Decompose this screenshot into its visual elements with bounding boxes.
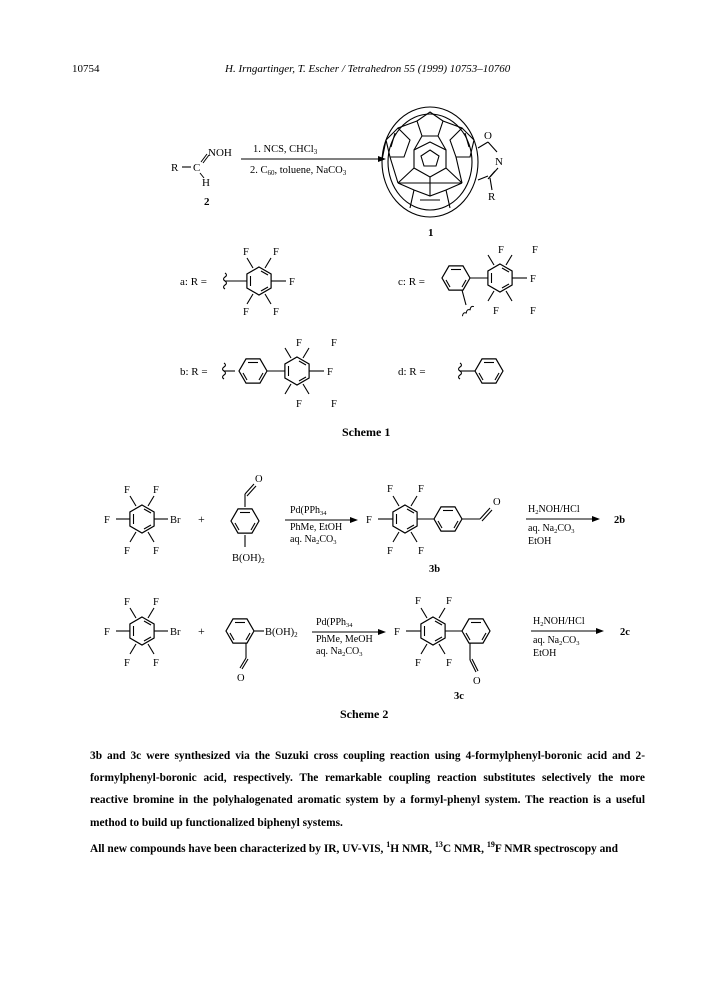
compound-3c-label: 3c — [454, 691, 464, 702]
svg-text:PhMe, MeOH: PhMe, MeOH — [316, 634, 373, 645]
svg-text:H2NOH/HCl: $H_2NOH$/HCl — [533, 616, 585, 628]
scheme1-step1: 1. NCS, CHCl — [253, 144, 314, 155]
paragraph-1: 3b and 3c were synthesized via the Suzuki cross coupling reaction using 4-formylphenyl-boronic acid and 2-formylphenyl-boronic acid, respectively. The remarkable coupling reaction substitutes selectively the more reactive bromine in the polyhalogenated aromatic system by a formyl-phenyl system. The reaction is a useful method to build up functionalized biphenyl systems. — [90, 750, 645, 829]
svg-text:F: F — [273, 247, 279, 258]
plus-sign-2: + — [198, 624, 205, 638]
sub-d-label: d: R = — [398, 366, 426, 378]
bromopentafluorobenzene-2 — [104, 597, 181, 669]
compound-1-label: 1 — [428, 227, 434, 239]
svg-text:F: F — [243, 307, 249, 318]
formylphenylboronic-acid-para — [231, 474, 265, 565]
sub-c-label: c: R = — [398, 276, 425, 288]
product-n-label: N — [495, 156, 503, 168]
svg-text:aq. Na2CO3: aq. $Na_2CO_3$ — [316, 646, 363, 658]
page-number: 10754 — [72, 63, 100, 75]
svg-text:O: O — [255, 474, 263, 485]
svg-text:aq. Na2CO3: aq. $Na_2CO_3$ — [528, 523, 575, 535]
svg-text:F: F — [493, 306, 499, 317]
reactant-h-label: H — [202, 177, 210, 189]
svg-text:F: F — [387, 484, 393, 495]
svg-text:F: F — [153, 597, 159, 608]
svg-text:F: F — [273, 307, 279, 318]
svg-text:F: F — [530, 274, 536, 285]
svg-text:F: F — [296, 399, 302, 410]
fullerene-isoxazoline-product — [382, 107, 498, 217]
svg-text:F: F — [124, 485, 130, 496]
suzuki-arrow-2 — [312, 617, 386, 658]
product-2b-label: 2b — [614, 515, 626, 526]
compound-3c-structure — [394, 596, 490, 702]
reactant-r-label: R — [171, 162, 179, 174]
svg-text:F: F — [498, 245, 504, 256]
substituent-d-phenyl — [398, 359, 503, 383]
svg-text:Br: Br — [170, 515, 181, 526]
substituent-b-pentafluorobiphenyl — [180, 338, 337, 410]
svg-text:F: F — [446, 596, 452, 607]
sub-a-label: a: R = — [180, 276, 207, 288]
svg-text:F: F — [243, 247, 249, 258]
oxime-arrow-1 — [526, 504, 625, 547]
svg-text:F: F — [153, 485, 159, 496]
svg-text:F: F — [387, 546, 393, 557]
substituent-a-pentafluorophenyl — [180, 247, 295, 318]
svg-text:F: F — [415, 658, 421, 669]
svg-text:F: F — [289, 277, 295, 288]
svg-text:F: F — [104, 627, 110, 638]
scheme1-step2: 2. C — [250, 165, 268, 176]
svg-text:F: F — [418, 546, 424, 557]
sub-b-label: b: R = — [180, 366, 208, 378]
product-r-label: R — [488, 191, 496, 203]
svg-text:O: O — [237, 673, 245, 684]
svg-text:O: O — [493, 497, 501, 508]
oxime-arrow-2 — [531, 616, 630, 659]
svg-text:F: F — [296, 338, 302, 349]
scheme1-reactant-aldoxime — [171, 147, 232, 208]
body-text — [90, 745, 645, 860]
svg-text:EtOH: EtOH — [533, 648, 557, 659]
scheme-2-title: Scheme 2 — [340, 707, 389, 721]
svg-text:H2NOH/HCl: $H_2NOH$/HCl — [528, 504, 580, 516]
compound-2-label: 2 — [204, 196, 210, 208]
svg-text:F: F — [124, 658, 130, 669]
svg-text:Pd(PPh34: Pd(PPh$_3$4 — [316, 617, 353, 629]
svg-text:F: F — [366, 515, 372, 526]
svg-text:F: F — [153, 658, 159, 669]
compound-3b-label: 3b — [429, 564, 441, 575]
svg-text:F: F — [153, 546, 159, 557]
reactant-noh-label: NOH — [208, 147, 232, 159]
suzuki-arrow-1 — [285, 505, 358, 546]
svg-text:B(OH)2: B(OH)2 — [265, 627, 298, 639]
svg-text:aq. Na2CO3: aq. $Na_2CO_3$ — [533, 635, 580, 647]
scheme-1-title: Scheme 1 — [342, 425, 391, 439]
formylphenylboronic-acid-ortho — [226, 619, 298, 684]
svg-text:PhMe, EtOH: PhMe, EtOH — [290, 522, 343, 533]
svg-text:EtOH: EtOH — [528, 536, 552, 547]
svg-text:F: F — [394, 627, 400, 638]
svg-text:F: F — [532, 245, 538, 256]
svg-text:Br: Br — [170, 627, 181, 638]
running-header-citation: H. Irngartinger, T. Escher / Tetrahedron 55 (1999) 10753–10760 — [225, 63, 511, 75]
product-o-label: O — [484, 130, 492, 142]
svg-text:F: F — [331, 399, 337, 410]
plus-sign-1: + — [198, 512, 205, 526]
svg-text:F: F — [124, 546, 130, 557]
svg-text:F: F — [331, 338, 337, 349]
compound-3b-structure — [366, 484, 501, 575]
svg-text:Pd(PPh34: Pd(PPh$_3$4 — [290, 505, 327, 517]
svg-text:F: F — [418, 484, 424, 495]
reactant-c-label: C — [193, 162, 201, 174]
bromopentafluorobenzene-1 — [104, 485, 181, 557]
paragraph-2: All new compounds have been characterized by IR, UV-VIS, $^1$H NMR, $^{13}$C NMR, $^{19}$F NMR spectroscopy and — [90, 839, 618, 855]
svg-text:B(OH)2: B(OH)2 — [232, 553, 265, 565]
svg-text:F: F — [104, 515, 110, 526]
svg-text:F: F — [530, 306, 536, 317]
svg-text:F: F — [124, 597, 130, 608]
svg-text:F: F — [446, 658, 452, 669]
scheme1-reaction-arrow — [241, 144, 386, 177]
svg-text:2. C60, toluene, NaCO3: 2. C60, toluene, NaCO3 — [250, 165, 347, 177]
svg-text:1. NCS, CHCl3: 1. NCS, CHCl3 — [253, 144, 318, 156]
svg-text:O: O — [473, 676, 481, 687]
product-2c-label: 2c — [620, 627, 630, 638]
substituent-c-ortho-pentafluorobiphenyl — [398, 245, 538, 317]
svg-text:F: F — [327, 367, 333, 378]
svg-text:F: F — [415, 596, 421, 607]
svg-text:aq. Na2CO3: aq. $Na_2CO_3$ — [290, 534, 337, 546]
